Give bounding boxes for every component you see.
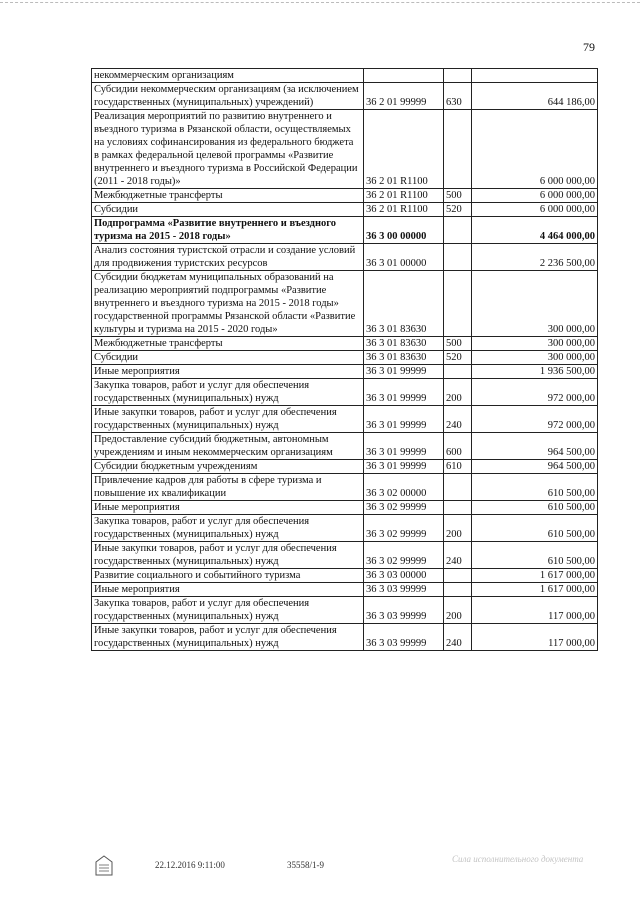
row-sum: 964 500,00: [472, 433, 598, 460]
row-kind: [444, 271, 472, 337]
row-kind: [444, 244, 472, 271]
row-code: 36 3 01 99999: [364, 460, 444, 474]
row-kind: 240: [444, 624, 472, 651]
footer-doc-id: 35558/1-9: [287, 860, 324, 870]
table-row: [92, 474, 598, 501]
row-kind: [444, 501, 472, 515]
row-name: Иные мероприятия: [92, 501, 364, 515]
registry-stamp-icon: [94, 855, 114, 877]
row-name: Субсидии: [92, 203, 364, 217]
row-sum: 1 617 000,00: [472, 583, 598, 597]
table-row: [92, 244, 598, 271]
row-code: 36 3 02 99999: [364, 515, 444, 542]
row-kind: 600: [444, 433, 472, 460]
footer-timestamp: 22.12.2016 9:11:00: [155, 860, 225, 870]
row-code: 36 2 01 R1100: [364, 189, 444, 203]
table-row: [92, 365, 598, 379]
row-name: Субсидии: [92, 351, 364, 365]
table-row: [92, 271, 598, 337]
row-name: Межбюджетные трансферты: [92, 189, 364, 203]
row-name: Иные закупки товаров, работ и услуг для обеспечения государственных (муниципальных) нужд: [92, 542, 364, 569]
table-row: [92, 189, 598, 203]
table-row: [92, 379, 598, 406]
row-code: 36 3 03 99999: [364, 624, 444, 651]
row-name: Субсидии бюджетам муниципальных образований на реализацию мероприятий подпрограммы «Развитие внутреннего и въездного туризма на 2015 - 2018 годы» государственной программы Рязанской области «Развитие культуры и туризма на 2015 - 2020 годы»: [92, 271, 364, 337]
table-row: [92, 583, 598, 597]
budget-table: [91, 68, 598, 651]
row-code: 36 3 01 83630: [364, 351, 444, 365]
row-sum: 610 500,00: [472, 474, 598, 501]
page-number: 79: [583, 40, 595, 54]
table-row: [92, 203, 598, 217]
table-row: [92, 624, 598, 651]
row-code: 36 3 03 00000: [364, 569, 444, 583]
row-sum: 6 000 000,00: [472, 203, 598, 217]
row-kind: 240: [444, 542, 472, 569]
row-code: 36 2 01 99999: [364, 83, 444, 110]
row-kind: [444, 569, 472, 583]
row-name: Закупка товаров, работ и услуг для обеспечения государственных (муниципальных) нужд: [92, 597, 364, 624]
table-row: [92, 597, 598, 624]
row-kind: [444, 474, 472, 501]
row-kind: [444, 69, 472, 83]
row-sum: 300 000,00: [472, 351, 598, 365]
row-name: Предоставление субсидий бюджетным, автономным учреждениям и иным некоммерческим организациям: [92, 433, 364, 460]
row-code: 36 3 02 00000: [364, 474, 444, 501]
row-sum: 610 500,00: [472, 542, 598, 569]
row-kind: 200: [444, 515, 472, 542]
row-sum: 6 000 000,00: [472, 189, 598, 203]
row-code: 36 3 01 99999: [364, 433, 444, 460]
table-row: [92, 110, 598, 189]
row-sum: 300 000,00: [472, 337, 598, 351]
row-code: 36 2 01 R1100: [364, 203, 444, 217]
row-name: Иные закупки товаров, работ и услуг для обеспечения государственных (муниципальных) нужд: [92, 406, 364, 433]
row-code: 36 3 02 99999: [364, 501, 444, 515]
row-name: Анализ состояния туристской отрасли и создание условий для продвижения туристских ресурсов: [92, 244, 364, 271]
table-row: [92, 351, 598, 365]
row-code: 36 3 01 00000: [364, 244, 444, 271]
row-kind: 200: [444, 597, 472, 624]
row-sum: 300 000,00: [472, 271, 598, 337]
table-row: [92, 217, 598, 244]
row-code: 36 3 01 99999: [364, 365, 444, 379]
row-sum: 117 000,00: [472, 597, 598, 624]
row-code: 36 3 02 99999: [364, 542, 444, 569]
table-row: [92, 69, 598, 83]
row-kind: 240: [444, 406, 472, 433]
row-name: Субсидии некоммерческим организациям (за исключением государственных (муниципальных) учреждений): [92, 83, 364, 110]
row-code: 36 3 00 00000: [364, 217, 444, 244]
row-code: [364, 69, 444, 83]
table-row: [92, 83, 598, 110]
table-row: [92, 460, 598, 474]
row-code: 36 2 01 R1100: [364, 110, 444, 189]
row-name: Иные мероприятия: [92, 365, 364, 379]
row-kind: [444, 217, 472, 244]
row-kind: 610: [444, 460, 472, 474]
row-name: Подпрограмма «Развитие внутреннего и въездного туризма на 2015 - 2018 годы»: [92, 217, 364, 244]
row-code: 36 3 01 99999: [364, 406, 444, 433]
row-kind: 520: [444, 203, 472, 217]
row-code: 36 3 01 99999: [364, 379, 444, 406]
row-kind: 630: [444, 83, 472, 110]
row-kind: 500: [444, 189, 472, 203]
table-row: [92, 433, 598, 460]
row-kind: [444, 583, 472, 597]
row-code: 36 3 03 99999: [364, 597, 444, 624]
row-name: Закупка товаров, работ и услуг для обеспечения государственных (муниципальных) нужд: [92, 379, 364, 406]
row-sum: 610 500,00: [472, 501, 598, 515]
row-sum: 2 236 500,00: [472, 244, 598, 271]
row-name: Закупка товаров, работ и услуг для обеспечения государственных (муниципальных) нужд: [92, 515, 364, 542]
row-kind: [444, 365, 472, 379]
row-sum: 964 500,00: [472, 460, 598, 474]
row-sum: 1 617 000,00: [472, 569, 598, 583]
row-code: 36 3 01 83630: [364, 271, 444, 337]
row-sum: 644 186,00: [472, 83, 598, 110]
row-name: Иные закупки товаров, работ и услуг для обеспечения государственных (муниципальных) нужд: [92, 624, 364, 651]
row-sum: [472, 69, 598, 83]
row-sum: 972 000,00: [472, 406, 598, 433]
table-row: [92, 569, 598, 583]
row-sum: 4 464 000,00: [472, 217, 598, 244]
row-name: Развитие социального и событийного туризма: [92, 569, 364, 583]
row-kind: 500: [444, 337, 472, 351]
table-row: [92, 542, 598, 569]
row-kind: 520: [444, 351, 472, 365]
row-kind: 200: [444, 379, 472, 406]
signature-watermark: Сила исполнительного документа: [452, 854, 584, 864]
row-name: Реализация мероприятий по развитию внутреннего и въездного туризма в Рязанской области, осуществляемых на условиях софинансирования из федерального бюджета в рамках федеральной целевой программы «Развитие внутреннего и въездного туризма в Российской Федерации (2011 - 2018 годы)»: [92, 110, 364, 189]
row-sum: 117 000,00: [472, 624, 598, 651]
table-row: [92, 406, 598, 433]
row-name: Иные мероприятия: [92, 583, 364, 597]
row-name: Привлечение кадров для работы в сфере туризма и повышение их квалификации: [92, 474, 364, 501]
table-row: [92, 501, 598, 515]
row-code: 36 3 01 83630: [364, 337, 444, 351]
row-sum: 1 936 500,00: [472, 365, 598, 379]
row-sum: 972 000,00: [472, 379, 598, 406]
scan-top-edge: [0, 2, 640, 4]
row-kind: [444, 110, 472, 189]
row-name: Субсидии бюджетным учреждениям: [92, 460, 364, 474]
row-name: некоммерческим организациям: [92, 69, 364, 83]
table-row: [92, 337, 598, 351]
table-row: [92, 515, 598, 542]
row-sum: 6 000 000,00: [472, 110, 598, 189]
row-code: 36 3 03 99999: [364, 583, 444, 597]
row-sum: 610 500,00: [472, 515, 598, 542]
row-name: Межбюджетные трансферты: [92, 337, 364, 351]
